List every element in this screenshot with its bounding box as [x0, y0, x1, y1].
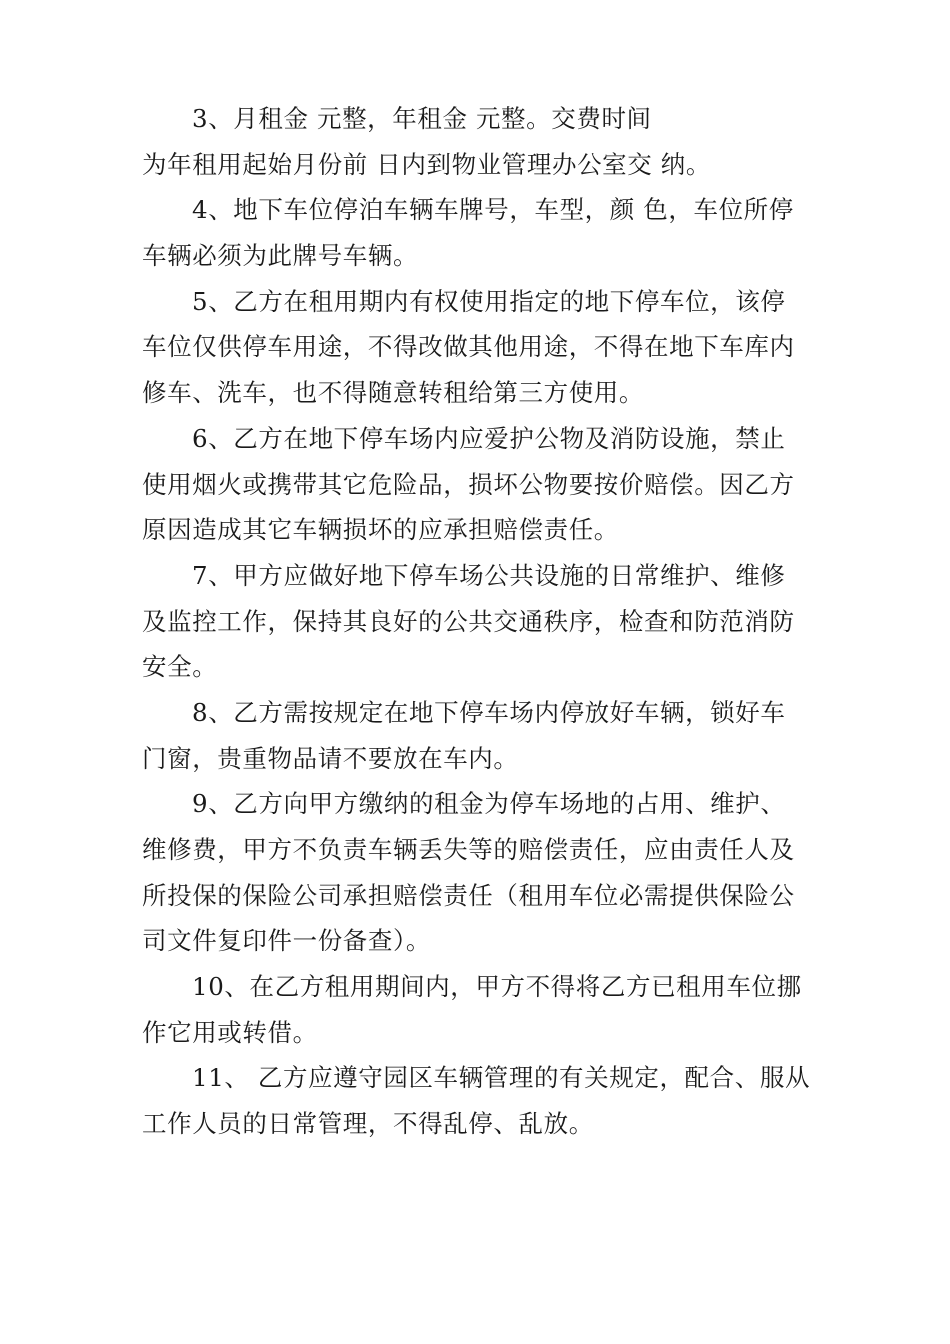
- clause-6-line-2: 使用烟火或携带其它危险品，损坏公物要按价赔偿。因乙方: [142, 469, 795, 499]
- clause-5-line-2: 车位仅供停车用途，不得改做其他用途，不得在地下车库内: [142, 332, 795, 362]
- clause-7-line-3: 安全。: [142, 652, 218, 682]
- clause-4-line-1: 4、地下车位停泊车辆车牌号，车型，颜 色，车位所停: [192, 195, 794, 225]
- clause-9-line-2: 维修费，甲方不负责车辆丢失等的赔偿责任，应由责任人及: [142, 835, 795, 864]
- clause-3-line-1: 3、月租金 元整，年租金 元整。交费时间: [192, 104, 652, 133]
- clause-11-line-2: 工作人员的日常管理，不得乱停、乱放。: [142, 1109, 594, 1139]
- clause-4-line-2: 车辆必须为此牌号车辆。: [142, 241, 419, 271]
- clause-5-line-3: 修车、洗车，也不得随意转租给第三方使用。: [142, 378, 644, 408]
- clause-5-line-1: 5、乙方在租用期内有权使用指定的地下停车位，该停: [192, 286, 786, 316]
- clause-10-line-1: 10、在乙方租用期间内，甲方不得将乙方已租用车位挪: [192, 972, 802, 1002]
- clause-6-line-3: 原因造成其它车辆损坏的应承担赔偿责任。: [142, 515, 619, 545]
- clause-10-line-2: 作它用或转借。: [142, 1017, 318, 1047]
- clause-7-line-1: 7、甲方应做好地下停车场公共设施的日常维护、维修: [192, 560, 786, 590]
- clause-11-line-1: 11、 乙方应遵守园区车辆管理的有关规定，配合、服从: [192, 1063, 811, 1093]
- clause-9-line-4: 司文件复印件一份备查）。: [142, 926, 431, 956]
- clause-9-line-1: 9、乙方向甲方缴纳的租金为停车场地的占用、维护、: [192, 789, 786, 819]
- clause-8-line-1: 8、乙方需按规定在地下停车场内停放好车辆，锁好车: [192, 697, 786, 727]
- clause-3-line-2: 为年租用起始月份前 日内到物业管理办公室交 纳。: [142, 149, 711, 179]
- clause-6-line-1: 6、乙方在地下停车场内应爱护公物及消防设施，禁止: [192, 423, 786, 453]
- clause-9-line-3: 所投保的保险公司承担赔偿责任（租用车位必需提供保险公: [142, 880, 795, 910]
- clause-8-line-2: 门窗，贵重物品请不要放在车内。: [142, 743, 519, 773]
- clause-7-line-2: 及监控工作，保持其良好的公共交通秩序，检查和防范消防: [142, 606, 795, 636]
- document-body: [142, 96, 822, 1147]
